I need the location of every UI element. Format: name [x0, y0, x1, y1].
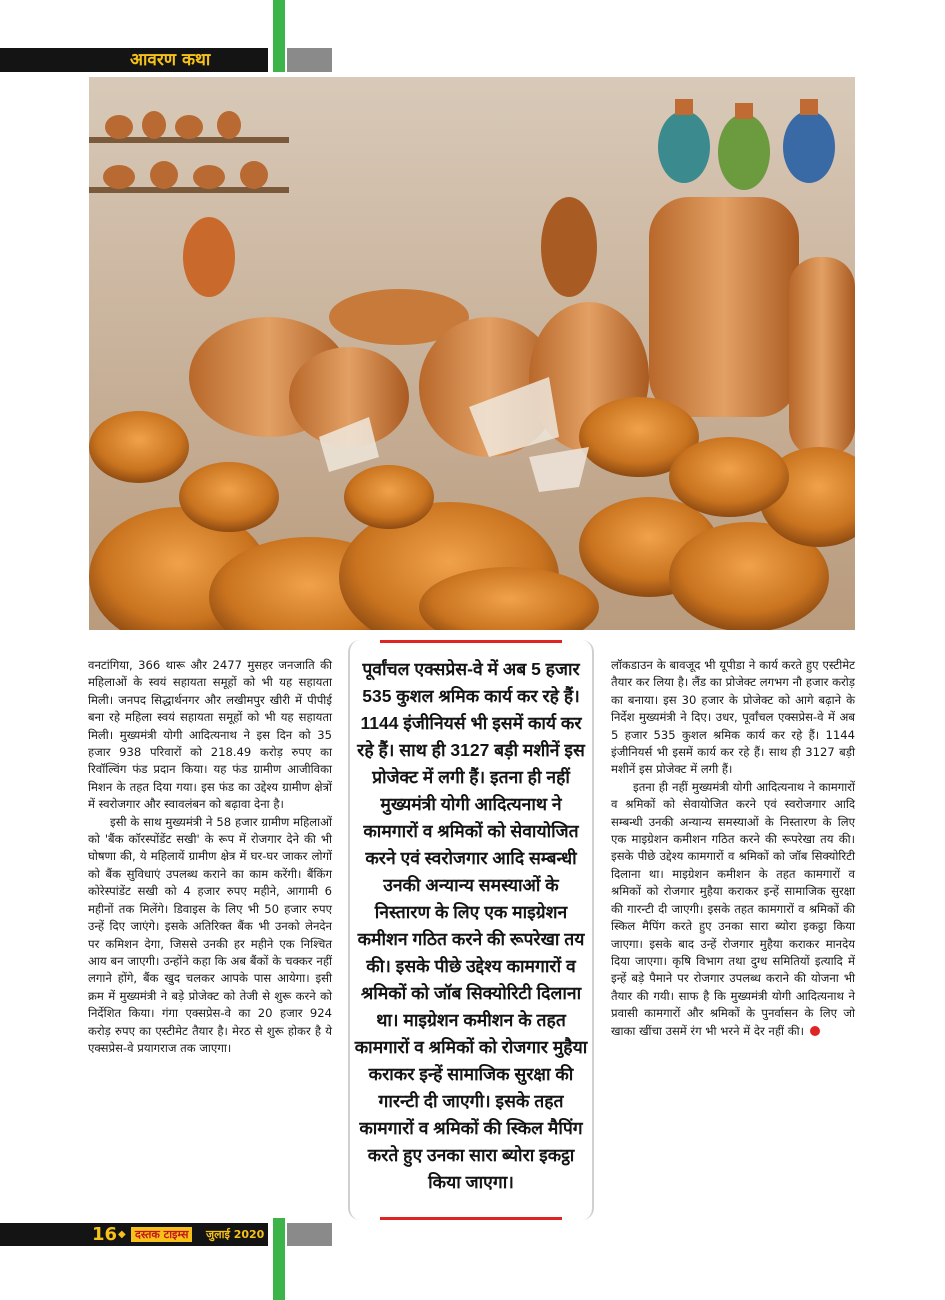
magazine-brand: दस्तक टाइम्स [131, 1227, 192, 1242]
page-number: 16 [92, 1224, 118, 1245]
top-gray-tab [287, 48, 332, 72]
pull-quote-top-rule [380, 640, 562, 643]
footer-diamond-icon: ◆ [118, 1229, 126, 1240]
right-paragraph-1: लॉकडाउन के बावजूद भी यूपीडा ने कार्य करते हुए एस्टीमेट तैयार कर लिया है। लैंड का प्रोजेक्ट लगभग नौ हजार करोड़ का बनाया। इस 30 हजार के प्रोजेक्ट को आगे बढ़ाने के निर्देश मुख्यमंत्री ने दिए। उधर, पूर्वांचल एक्सप्रेस-वे में अब 5 हजार 535 कुशल श्रमिक कार्य कर रहे हैं। 1144 इंजीनियर्स भी इसमें कार्य कर रहे हैं। साथ ही 3127 बड़ी मशीनें इस प्रोजेक्ट में लगी हैं। [611, 658, 855, 777]
end-of-article-dot-icon [810, 1026, 820, 1036]
pull-quote-bottom-rule [380, 1217, 562, 1220]
pottery-photo [89, 77, 855, 630]
pull-quote-box [348, 640, 594, 1220]
pull-quote-text: पूर्वांचल एक्सप्रेस-वे में अब 5 हजार 535 कुशल श्रमिक कार्य कर रहे हैं। 1144 इंजीनियर्स भी इसमें कार्य कर रहे हैं। साथ ही 3127 बड़ी मशीनें इस प्रोजेक्ट में लगी हैं। इतना ही नहीं मुख्यमंत्री योगी आदित्यनाथ ने कामगारों व श्रमिकों को सेवायोजित करने एवं स्वरोजगार आदि सम्बन्धी उनकी अन्यान्य समस्याओं के निस्तारण के लिए एक माइग्रेशन कमीशन गठित करने की रूपरेखा तय की। इसके पीछे उद्देश्य कामगारों व श्रमिकों को जॉब सिक्योरिटी दिलाना था। माइग्रेशन कमीशन के तहत कामगारों व श्रमिकों को रोजगार मुहैया कराकर इन्हें सामाजिक सुरक्षा की गारन्टी दी जाएगी। इसके तहत कामगारों व श्रमिकों की स्किल मैपिंग करते हुए उनका सारा ब्योरा इकट्ठा किया जाएगा। [354, 659, 588, 1192]
section-tag: आवरण कथा [0, 48, 268, 72]
left-paragraph-1: वनटांगिया, 366 थारू और 2477 मुसहर जनजाति की महिलाओं के स्वयं सहायता समूहों को भी यह सहायता मिली। जनपद सिद्धार्थनगर और लखीमपुर खीरी में पीपीई बना रहे महिला स्वयं सहायता समूहों को भी यह सहायता मिली। मुख्यमंत्री योगी आदित्यनाथ ने इस दिन को 35 हजार 938 परिवारों को 218.49 करोड़ रुपए का रिवॉल्विंग फंड प्रदान किया। यह फंड ग्रामीण आजीविका मिशन के तहत दिया गया। इस फंड का उद्देश्य ग्रामीण क्षेत्रों में स्वरोजगार और स्वावलंबन को बढ़ावा देना है। [88, 658, 332, 812]
right-paragraph-2 [611, 779, 855, 1040]
bottom-gray-tab [287, 1223, 332, 1246]
left-text-column [88, 657, 332, 1057]
top-green-accent-bar [273, 0, 285, 72]
left-paragraph-2: इसी के साथ मुख्यमंत्री ने 58 हजार ग्रामीण महिलाओं को 'बैंक कॉरस्पोंडेंट सखी' के रूप में रोजगार देने की भी घोषणा की, ये महिलायें ग्रामीण क्षेत्र में घर-घर जाकर लोगों को बैंक सुविधाएं उपलब्ध कराने का काम करेंगी। बैंकिंग कोरेस्पांडेंट सखी को 4 हजार रुपए महीने, आगामी 6 महीनों तक मिलेंगे। डिवाइस के लिए भी 50 हजार रुपए उन्हें दिए जाएंगे। इसके अतिरिक्त बैंक भी उनको लेनदेन पर कमिशन देगा, जिससे उनकी हर महीने एक निश्चित आय बन जाएगी। उन्होंने कहा कि अब बैंकों के चक्कर नहीं लगाने होंगे, बैंक खुद चलकर आपके पास आयेगा। इसी क्रम में मुख्यमंत्री ने बड़े प्रोजेक्ट को तेजी से शुरू करने को निर्देशित किया। गंगा एक्सप्रेस-वे का 20 हजार 924 करोड़ रुपए का एस्टीमेट तैयार है। मेरठ से शुरू होकर है ये एक्सप्रेस-वे प्रयागराज तक जाएगा। [88, 814, 332, 1055]
bottom-green-accent-bar [273, 1218, 285, 1300]
right-text-column [611, 657, 855, 1040]
right-paragraph-2-text: इतना ही नहीं मुख्यमंत्री योगी आदित्यनाथ ने कामगारों व श्रमिकों को सेवायोजित करने एवं स्वरोजगार आदि सम्बन्धी उनकी अन्यान्य समस्याओं के निस्तारण के लिए एक माइग्रेशन कमीशन गठित करने की रूपरेखा तय की। इसके पीछे उद्देश्य कामगारों व श्रमिकों को जॉब सिक्योरिटी दिलाना था। माइग्रेशन कमीशन के तहत कामगारों व श्रमिकों को रोजगार मुहैया कराकर इन्हें सामाजिक सुरक्षा की गारन्टी दी जाएगी। इसके तहत कामगारों व श्रमिकों की स्किल मैपिंग करते हुए उनका सारा ब्योरा इकट्ठा किया जाएगा। इसके बाद उन्हें रोजगार मुहैया कराकर मानदेय दिया जाएगा। कृषि विभाग तथा दुग्ध समितियों इत्यादि में इन्हें बड़े पैमाने पर रोजगार उपलब्ध कराने की योजना भी तैयार की गयी। साफ है कि मुख्यमंत्री योगी आदित्यनाथ ने प्रवासी कामगारों और श्रमिकों के पुनर्वासन के लिए जो खाका खींचा उसमें रंग भी भरने में देर नहीं की। [611, 779, 855, 1038]
issue-date: जुलाई 2020 [206, 1228, 265, 1241]
page-footer [0, 1223, 268, 1246]
pottery-photo-illustration [89, 77, 855, 630]
